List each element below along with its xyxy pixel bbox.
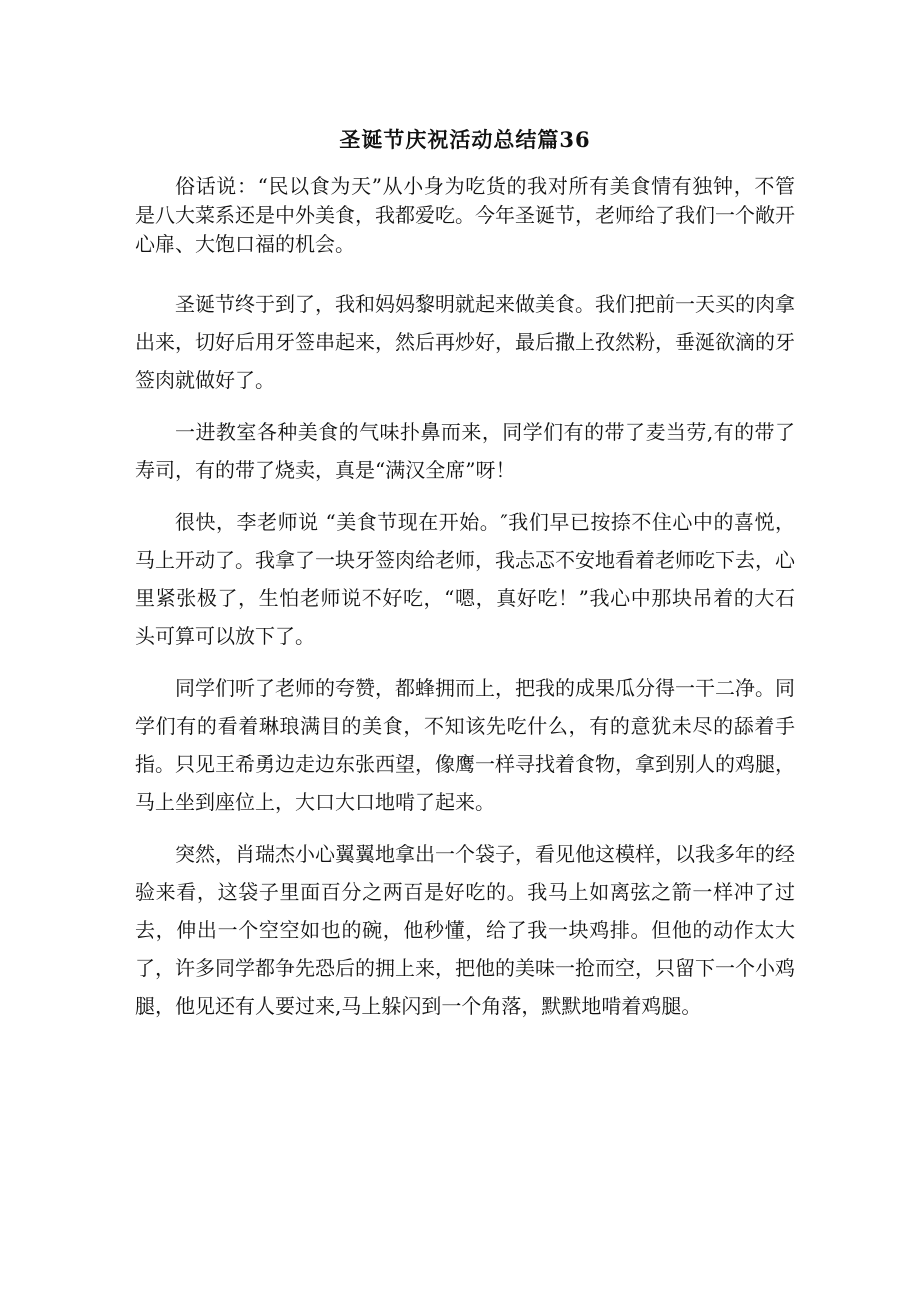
paragraph-2: 圣诞节终于到了，我和妈妈黎明就起来做美食。我们把前一天买的肉拿出来，切好后用牙签串起来，然后再炒好，最后撒上孜然粉，垂涎欲滴的牙签肉就做好了。	[135, 292, 795, 392]
paragraph-1: 俗话说：“民以食为天”从小身为吃货的我对所有美食情有独钟，不管是八大菜系还是中外美食，我都爱吃。今年圣诞节，老师给了我们一个敞开心扉、大饱口福的机会。	[135, 174, 795, 256]
paragraph-6: 突然，肖瑞杰小心翼翼地拿出一个袋子，看见他这模样，以我多年的经验来看，这袋子里面百分之两百是好吃的。我马上如离弦之箭一样冲了过去，伸出一个空空如也的碗，他秒懂，给了我一块鸡排。但他的动作太大了，许多同学都争先恐后的拥上来，把他的美味一抢而空，只留下一个小鸡腿，他见还有人要过来,马上躲闪到一个角落，默默地啃着鸡腿。	[135, 842, 795, 1018]
paragraph-5: 同学们听了老师的夸赞，都蜂拥而上，把我的成果瓜分得一干二净。同学们有的看着琳琅满目的美食，不知该先吃什么，有的意犹未尽的舔着手指。只见王希勇边走边东张西望，像鹰一样寻找着食物，拿到别人的鸡腿，马上坐到座位上，大口大口地啃了起来。	[135, 676, 795, 814]
paragraph-4: 很快，李老师说 “美食节现在开始。″我们早已按捺不住心中的喜悦，马上开动了。我拿了一块牙签肉给老师，我忐忑不安地看着老师吃下去，心里紧张极了，生怕老师说不好吃，“嗯，真好吃！”我心中那块吊着的大石头可算可以放下了。	[135, 510, 795, 648]
paragraph-3: 一进教室各种美食的气味扑鼻而来，同学们有的带了麦当劳,有的带了寿司，有的带了烧卖，真是“满汉全席”呀！	[135, 420, 795, 482]
document-page	[135, 126, 795, 1039]
document-title: 圣诞节庆祝活动总结篇36	[339, 127, 591, 152]
